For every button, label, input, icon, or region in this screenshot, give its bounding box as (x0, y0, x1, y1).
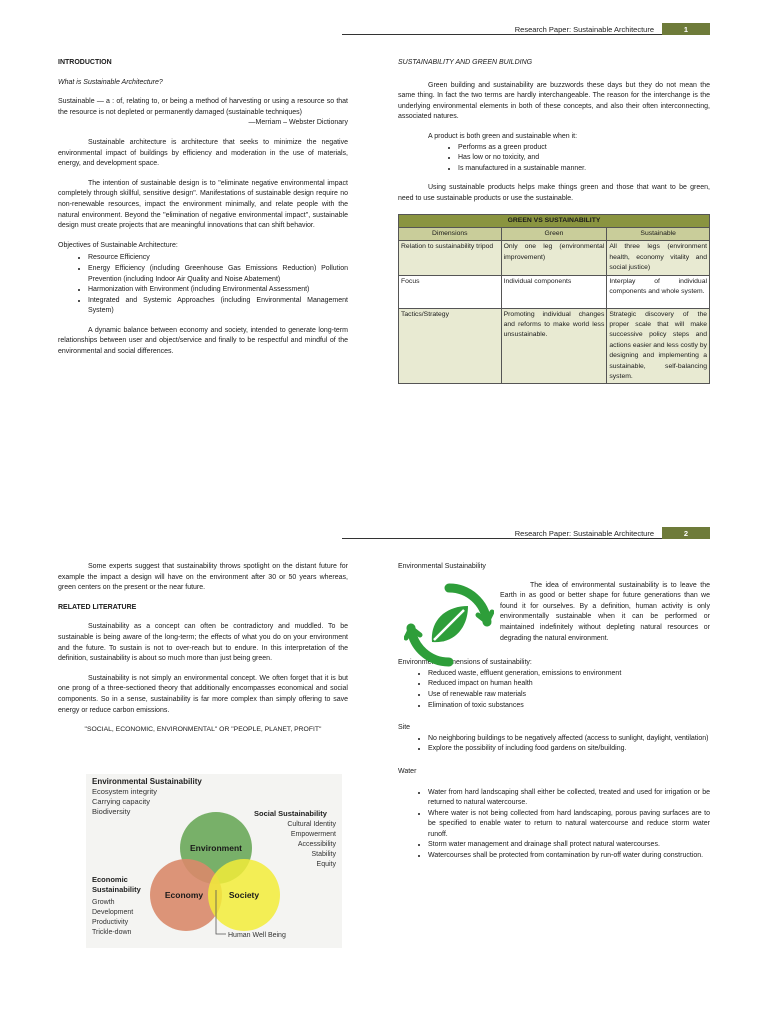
env-item: Carrying capacity (92, 797, 150, 806)
table-row (399, 308, 710, 384)
table-row (399, 275, 710, 308)
env-sustainability-paragraph: The idea of environmental sustainability is to leave the Earth in as good or better shape for future generations than we found it for ourselves. By a definition, human activity is only environmentally sustainable when it can be performed or maintained indefinitely without depleting natural resources or degrading the natural environment. (500, 581, 710, 642)
header-rule (342, 538, 662, 539)
table-cell: Tactics/Strategy (399, 308, 502, 384)
table-cell: All three legs (environment health, economy vitality and social justice) (607, 241, 710, 275)
page-2 (0, 512, 768, 1024)
venn-quote: "SOCIAL, ECONOMIC, ENVIRONMENTAL" OR "PEOPLE, PLANET, PROFIT" (84, 726, 322, 734)
page1-right-column (398, 58, 710, 384)
env-sustainability-heading: Environmental Sustainability (398, 563, 486, 570)
eco-title-line-1: Economic (92, 875, 128, 884)
table-header: Dimensions (399, 227, 502, 240)
eco-title-line-2: Sustainability (92, 885, 141, 894)
table-header: Green (501, 227, 607, 240)
center-label: Human Well Being (228, 932, 286, 939)
eco-item: Development (92, 909, 134, 916)
green-building-heading: SUSTAINABILITY AND GREEN BUILDING (398, 59, 533, 66)
list-item: • Resource Efficiency (88, 253, 348, 264)
page-number-badge: 2 (662, 527, 710, 539)
experts-paragraph: Some experts suggest that sustainability throws spotlight on the distant future for example the impact a design will have on the environment after 30 or 50 years whereas, green centers on the present or the near future. (58, 563, 348, 592)
objectives-list (58, 253, 348, 317)
list-item: • Use of renewable raw materials (428, 690, 710, 701)
green-vs-sustainability-table (398, 214, 710, 385)
list-item: • Watercourses shall be protected from contamination by run-off water during construction. (428, 851, 710, 862)
env-dimensions-list (398, 669, 710, 711)
table-cell: Promoting individual changes and reforms to make world less unsustainable. (501, 308, 607, 384)
related-paragraph-1: Sustainability as a concept can often be contradictory and muddled. To be sustainable is being aware of the long-term; the effects of what you do on your environment and the future. To sustain is not to over-reach but to endure. In this interpretation of the definition, sustainability is about so much more than just being green. (58, 623, 348, 663)
water-list (398, 788, 710, 862)
sustainability-venn-diagram (86, 774, 342, 948)
env-item: Ecosystem integrity (92, 787, 158, 796)
intro-paragraph-3: A dynamic balance between economy and society, intended to generate long-term relationships between user and object/service and finally to be respectful and mindful of the environmental and social differences. (58, 326, 348, 356)
page1-left-column (58, 58, 348, 367)
soc-item: Empowerment (290, 831, 336, 838)
product-intro: A product is both green and sustainable when it: (428, 132, 578, 140)
list-item: • Reduced impact on human health (428, 679, 710, 690)
header-title: Research Paper: Sustainable Architecture (514, 528, 654, 538)
page2-left-column (58, 562, 348, 736)
page-number-badge: 1 (662, 23, 710, 35)
eco-item: Growth (92, 899, 115, 906)
related-literature-heading: RELATED LITERATURE (58, 603, 137, 611)
soc-item: Equity (316, 861, 336, 868)
table-cell: Only one leg (environmental improvement) (501, 241, 607, 275)
list-item: • Elimination of toxic substances (428, 701, 710, 712)
header-title: Research Paper: Sustainable Architecture (514, 24, 654, 34)
list-item: • No neighboring buildings to be negatively affected (access to sunlight, daylight, ventilation) (428, 734, 710, 745)
eco-item: Productivity (92, 919, 129, 926)
table-cell: Relation to sustainability tripod (399, 241, 502, 275)
society-circle-label: Society (228, 890, 260, 900)
soc-item: Stability (311, 851, 336, 858)
intro-paragraph-1: Sustainable architecture is architecture that seeks to minimize the negative environmental impact of buildings by efficiency and moderation in the use of materials, energy, and development space. (58, 138, 348, 168)
recycle-leaf-icon (404, 582, 494, 668)
list-item: • Is manufactured in a sustainable manner. (458, 164, 710, 175)
list-item: • Performs as a green product (458, 143, 710, 154)
intro-heading: INTRODUCTION (58, 59, 112, 66)
list-item: • Where water is not being collected from hard landscaping, porous paving surfaces are to be specified to enable water to return to natural watercourse and reduce storm water runoff. (428, 809, 710, 841)
env-item: Biodiversity (92, 807, 131, 816)
site-list (398, 734, 710, 755)
list-item: • Energy Efficiency (including Greenhouse Gas Emissions Reduction) Pollution Prevention (including Indoor Air Quality and Noise Abatement) (88, 264, 348, 285)
water-heading: Water (398, 767, 417, 775)
green-paragraph-2: Using sustainable products helps make things green and those that want to be green, need to use sustainable products or use the sustainable. (398, 184, 710, 202)
soc-item: Accessibility (297, 841, 336, 848)
product-list (398, 143, 710, 175)
list-item: • Integrated and Systemic Approaches (including Environmental Management System) (88, 296, 348, 317)
site-heading: Site (398, 724, 411, 732)
table-cell: Individual components (501, 275, 607, 308)
intro-paragraph-2: The intention of sustainable design is to "eliminate negative environmental impact completely through skillful, sensitive design". Manifestations of sustainable design require no non-renewable resources, impact the environment minimally, and relate people with the natural environment. Beyond the "elimination of negative environmental impact", sustainable design must create projects that are meaningful innovations that can shift behavior. (58, 179, 348, 230)
table-cell: Strategic discovery of the proper scale that will make successive policy steps and actions easier and less costly by designing and implementing a sustainable, self-balancing system. (607, 308, 710, 384)
intro-question: What is Sustainable Architecture? (58, 78, 163, 86)
table-header: Sustainable (607, 227, 710, 240)
env-title: Environmental Sustainability (92, 777, 202, 786)
list-item: • Storm water management and drainage shall protect natural watercourses. (428, 840, 710, 851)
list-item: • Explore the possibility of including food gardens on site/building. (428, 744, 710, 755)
soc-title: Social Sustainability (254, 809, 327, 818)
economy-circle-label: Economy (164, 890, 204, 900)
table-caption: GREEN VS SUSTAINABILITY (399, 214, 710, 227)
green-paragraph-1: Green building and sustainability are buzzwords these days but they do not mean the same thing. In fact the two terms are hardly interchangeable. The reason for the interchange is the underlying environmental elements in both of these concepts, and also their often interconnecting, associated natures. (398, 81, 710, 121)
list-item: • Water from hard landscaping shall either be collected, treated and used for irrigation or be returned to natural watercourse. (428, 788, 710, 809)
related-paragraph-2: Sustainability is not simply an environmental concept. We often forget that it is but one prong of a three-sectioned theory that additionally encompasses economical and social components. So in a sense, sustainability is far more complex than simply offering to save energy or reduce carbon emissions. (58, 674, 348, 714)
env-dimensions-heading: Environmental dimensions of sustainability: (398, 659, 532, 667)
objectives-heading: Objectives of Sustainable Architecture: (58, 241, 178, 249)
table-cell: Focus (399, 275, 502, 308)
list-item: • Harmonization with Environment (including Environmental Assessment) (88, 285, 348, 296)
eco-item: Trickle-down (92, 929, 132, 936)
table-cell: Interplay of individual components and whole system. (607, 275, 710, 308)
list-item: • Has low or no toxicity, and (458, 153, 710, 164)
soc-item: Cultural Identity (287, 821, 336, 828)
table-row (399, 241, 710, 275)
definition-text: Sustainable — a : of, relating to, or being a method of harvesting or using a resource so that the resource is not depleted or permanently damaged (sustainable techniques) (58, 98, 348, 116)
definition-citation: —Merriam – Webster Dictionary (248, 119, 348, 127)
header-rule (342, 34, 662, 35)
environment-circle-label: Environment (190, 843, 242, 853)
list-item: • Reduced waste, effluent generation, emissions to environment (428, 669, 710, 680)
